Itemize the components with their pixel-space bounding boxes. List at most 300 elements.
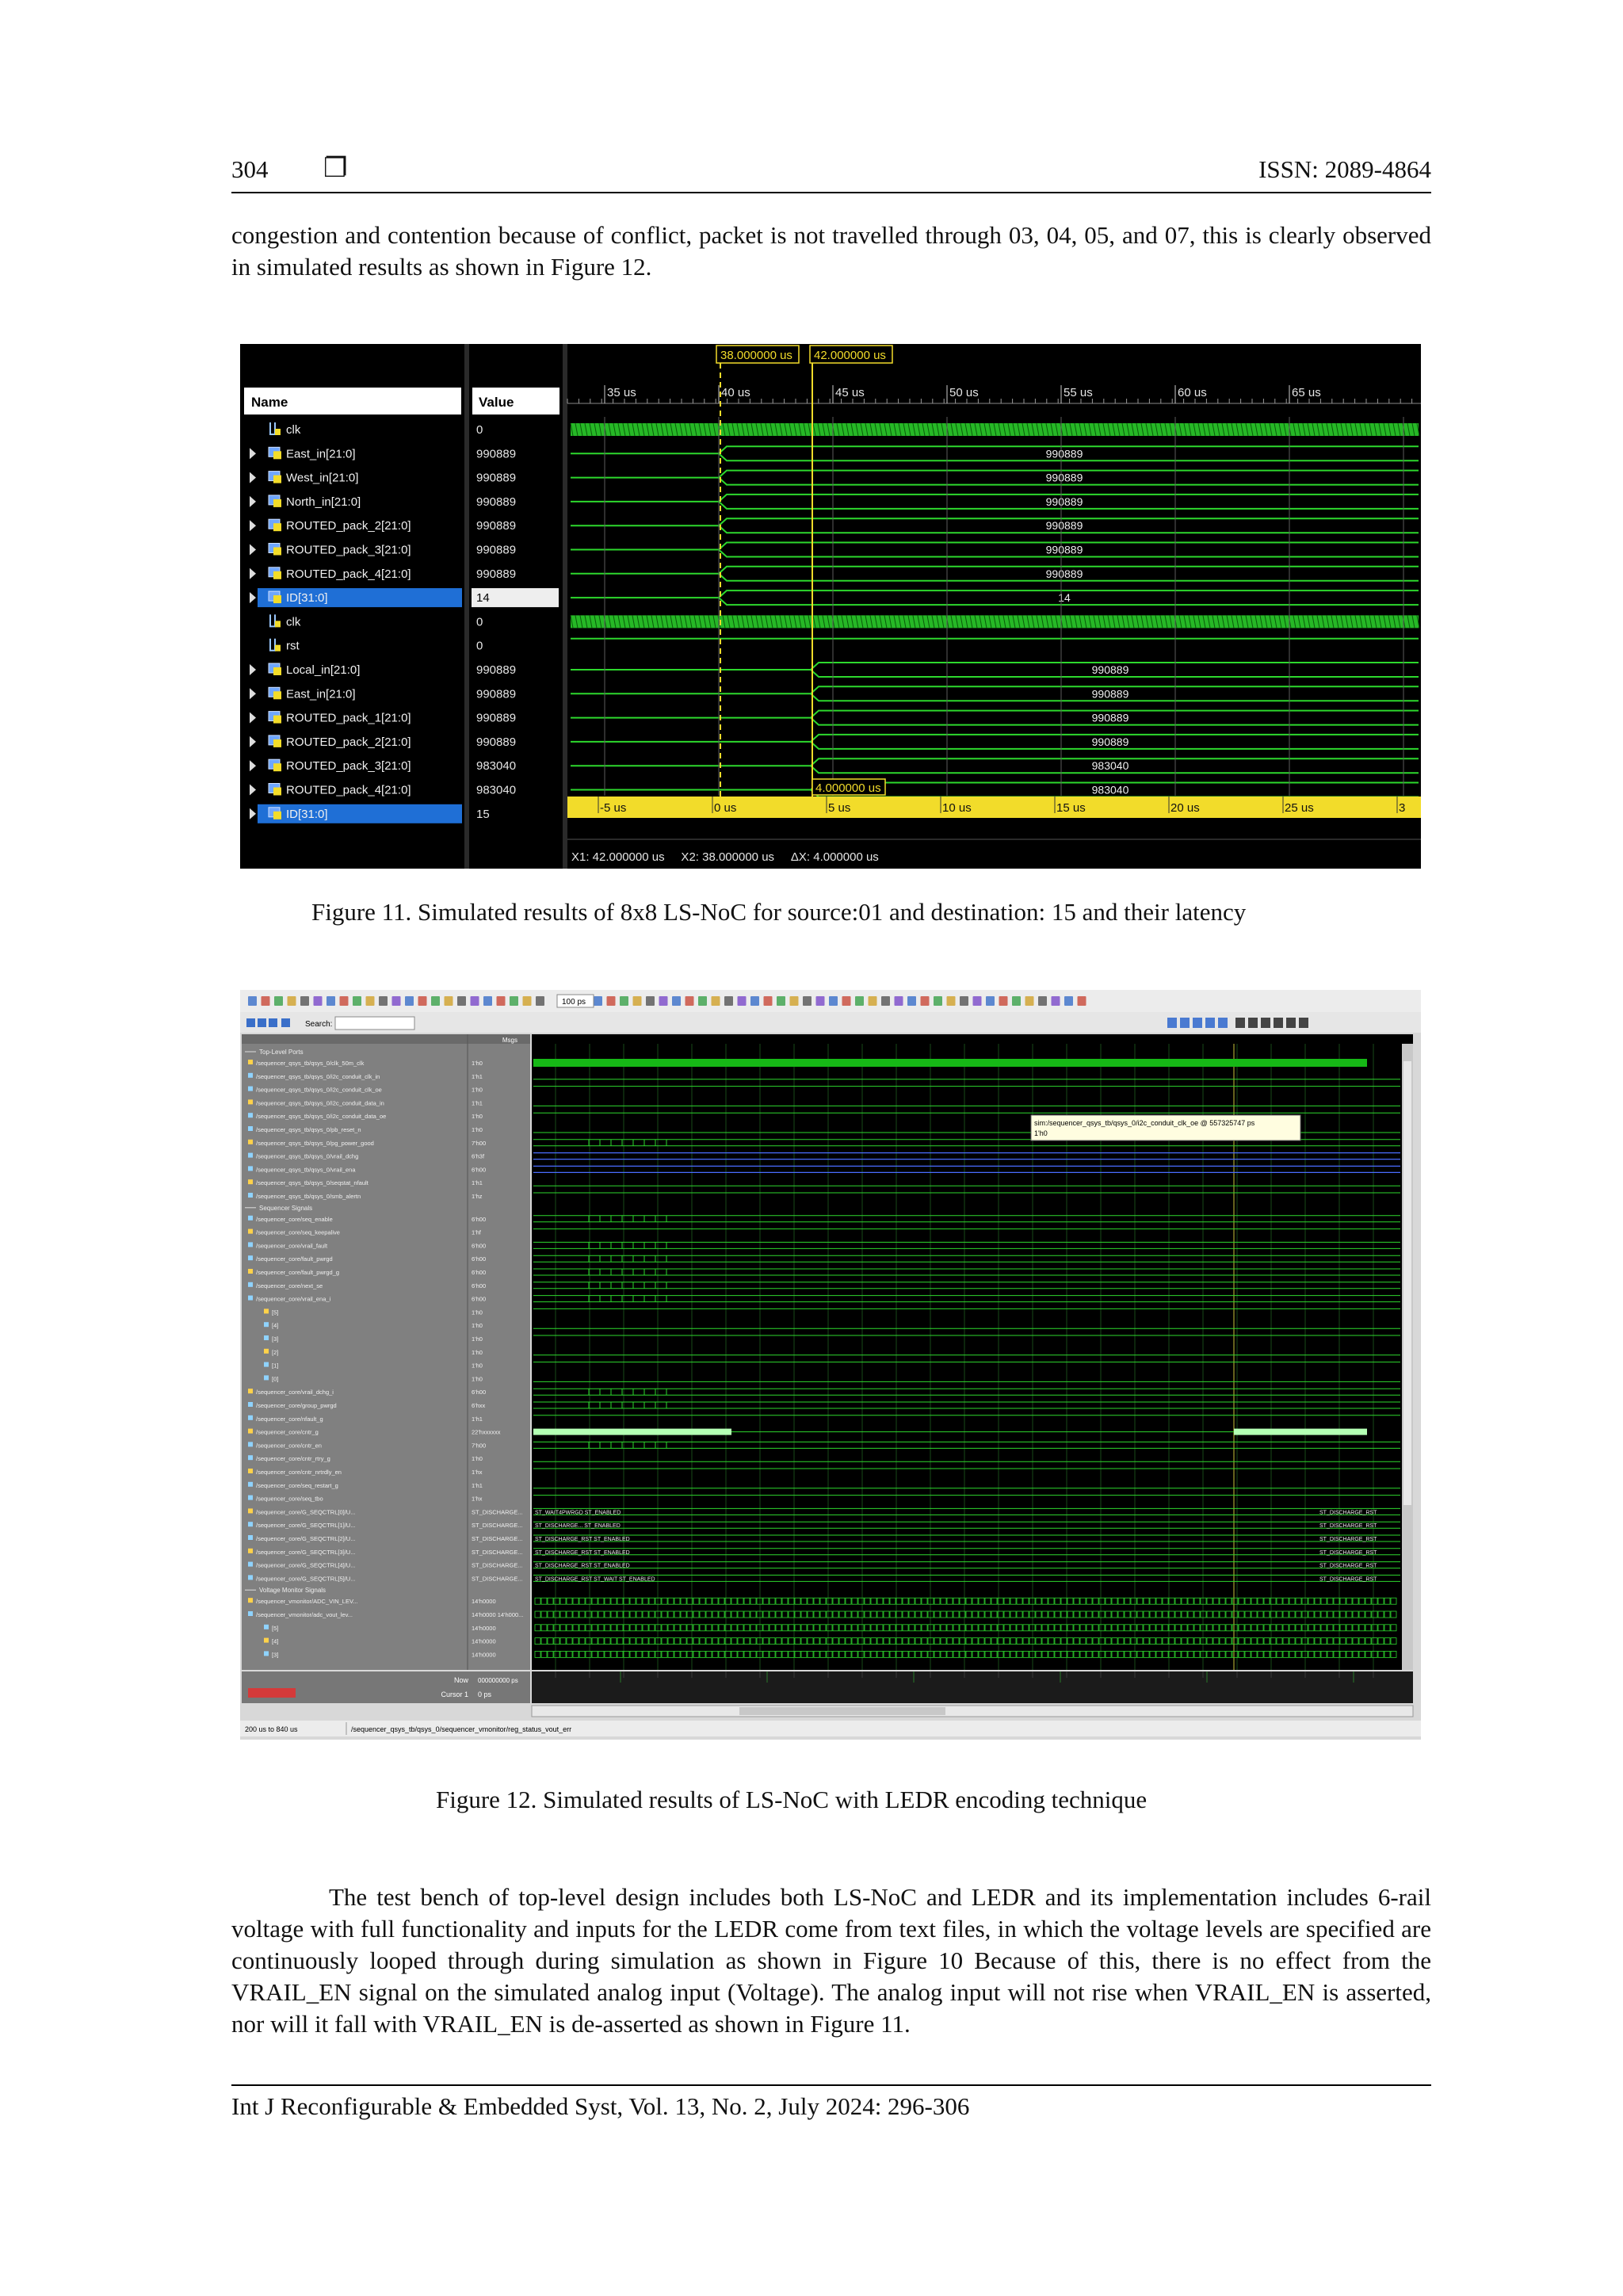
fig12-signal-value: 7'h00 bbox=[472, 1442, 487, 1450]
fig11-signal-value: 990889 bbox=[476, 567, 517, 581]
toolbar-icon[interactable] bbox=[659, 996, 668, 1006]
toolbar-icon[interactable] bbox=[405, 996, 414, 1006]
fig12-signal-name: [3] bbox=[272, 1335, 279, 1343]
bus-signal-icon-badge bbox=[273, 812, 281, 819]
fig12-signal-value: 1'h1 bbox=[472, 1481, 483, 1489]
signal-icon bbox=[264, 1625, 269, 1629]
fig11-signal-row[interactable] bbox=[250, 712, 516, 725]
bus-signal-icon-badge bbox=[273, 499, 281, 507]
toolbar-icon[interactable] bbox=[620, 996, 628, 1006]
fig12-signal-value: ST_DISCHARGE... bbox=[472, 1522, 523, 1530]
fig11-signal-name: clk bbox=[286, 423, 301, 437]
fig12-state-label: ST_DISCHARGE_RST ST_ENABLED bbox=[535, 1549, 630, 1556]
toolbar-icon[interactable] bbox=[999, 996, 1008, 1006]
fig12-signal-name: /sequencer_core/cntr_en bbox=[256, 1442, 322, 1450]
bus-signal-icon-badge bbox=[273, 451, 281, 459]
toolbar-icon[interactable] bbox=[646, 996, 655, 1006]
toolbar-icon[interactable] bbox=[281, 1018, 290, 1027]
fig12-signal-name: /sequencer_core/group_pwrgd bbox=[256, 1402, 337, 1409]
fig11-signal-name: ID[31:0] bbox=[286, 807, 328, 821]
toolbar-icon[interactable] bbox=[764, 996, 773, 1006]
toolbar-icon[interactable] bbox=[536, 996, 544, 1006]
toolbar-icon[interactable] bbox=[594, 996, 602, 1006]
signal-icon bbox=[248, 1482, 253, 1487]
fig11-top-tick-label: 40 us bbox=[721, 386, 750, 399]
fig12-signal-name: /sequencer_core/fault_pwrgd bbox=[256, 1255, 333, 1263]
fig11-signal-value: 990889 bbox=[476, 471, 517, 485]
fig12-cursor-value: 0 ps bbox=[478, 1690, 492, 1698]
bit-signal-icon-badge bbox=[275, 645, 281, 651]
bus-signal-icon-badge bbox=[273, 571, 281, 579]
fig12-state-label-right: ST_DISCHARGE_RST bbox=[1319, 1537, 1377, 1542]
footer-citation: Int J Reconfigurable & Embedded Syst, Vol. 13, No. 2, July 2024: 296-306 bbox=[231, 2092, 970, 2120]
bus-signal-icon-badge bbox=[273, 788, 281, 796]
fig11-signal-name: ID[31:0] bbox=[286, 591, 328, 606]
toolbar-icon[interactable] bbox=[907, 996, 916, 1006]
toolbar-icon[interactable] bbox=[829, 996, 838, 1006]
fig12-group-label: Top-Level Ports bbox=[259, 1049, 304, 1056]
fig12-signal-value: 1'h0 bbox=[472, 1322, 483, 1330]
toolbar-icon[interactable] bbox=[1261, 1018, 1270, 1028]
fig12-signal-name: /sequencer_core/nfault_g bbox=[256, 1415, 323, 1423]
paragraph-top: congestion and contention because of conflict, packet is not travelled through 03, 04, 05, and 07, this is clearly observed in simulated results as shown in Figure 12. bbox=[231, 221, 1431, 281]
fig11-signal-row[interactable] bbox=[250, 544, 516, 557]
toolbar-icon[interactable] bbox=[497, 996, 506, 1006]
toolbar-icon[interactable] bbox=[869, 996, 877, 1006]
toolbar-icon[interactable] bbox=[986, 996, 995, 1006]
fig12-signal-value: 14'h0000 bbox=[472, 1637, 496, 1645]
figure-11-caption: Figure 11. Simulated results of 8x8 LS-NoC for source:01 and destination: 15 and their latency bbox=[311, 898, 1247, 926]
toolbar-icon[interactable] bbox=[738, 996, 747, 1006]
fig12-time-axis bbox=[532, 1671, 1413, 1703]
fig12-signal-name: /sequencer_qsys_tb/qsys_0/i2c_conduit_data_in bbox=[256, 1099, 384, 1107]
fig11-top-tick-label: 45 us bbox=[835, 386, 865, 399]
fig11-signal-row[interactable] bbox=[250, 784, 516, 797]
signal-icon bbox=[248, 1429, 253, 1434]
signal-icon bbox=[248, 1099, 253, 1104]
toolbar-icon[interactable] bbox=[523, 996, 532, 1006]
signal-icon bbox=[248, 1282, 253, 1287]
signal-icon bbox=[248, 1153, 253, 1158]
fig12-signal-name: /sequencer_core/cntr_nrtrdly_en bbox=[256, 1469, 342, 1476]
fig12-signal-name: /sequencer_qsys_tb/qsys_0/pb_reset_n bbox=[256, 1126, 361, 1133]
bus-signal-icon-badge bbox=[273, 523, 281, 531]
fig11-wave-value: 990889 bbox=[1045, 495, 1083, 508]
signal-icon bbox=[248, 1575, 253, 1580]
toolbar-icon[interactable] bbox=[1218, 1018, 1228, 1028]
fig12-signal-value: 6'h00 bbox=[472, 1269, 487, 1276]
fig11-signal-name: East_in[21:0] bbox=[286, 447, 356, 461]
fig12-signal-name: /sequencer_core/G_SEQCTRL[2]/U... bbox=[256, 1535, 356, 1542]
fig11-wave-value: 983040 bbox=[1091, 783, 1129, 797]
toolbar-icon[interactable] bbox=[445, 996, 453, 1006]
fig12-state-label-right: ST_DISCHARGE_RST bbox=[1319, 1510, 1377, 1516]
fig11-wave-value: 14 bbox=[1058, 591, 1071, 605]
fig11-signal-name: ROUTED_pack_1[21:0] bbox=[286, 711, 411, 725]
fig12-waveform bbox=[533, 1059, 1367, 1067]
fig12-signal-value: 1'h0 bbox=[472, 1348, 483, 1356]
toolbar-icon[interactable] bbox=[314, 996, 323, 1006]
fig12-toolbar-icons[interactable] bbox=[248, 996, 1086, 1006]
fig12-signal-name: /sequencer_vmonitor/ADC_VIN_LEV... bbox=[256, 1598, 358, 1606]
fig11-divider bbox=[464, 344, 469, 869]
fig12-signal-name: /sequencer_core/G_SEQCTRL[3]/U... bbox=[256, 1548, 356, 1556]
fig11-signal-name: ROUTED_pack_3[21:0] bbox=[286, 543, 411, 557]
fig12-signal-value: 14'h0000 bbox=[472, 1651, 496, 1659]
fig12-signal-value: 6'h00 bbox=[472, 1215, 487, 1223]
fig12-signal-name: /sequencer_core/G_SEQCTRL[5]/U... bbox=[256, 1575, 356, 1583]
fig12-signal-name: /sequencer_core/G_SEQCTRL[0]/U... bbox=[256, 1508, 356, 1516]
signal-icon bbox=[264, 1308, 269, 1313]
toolbar-icon[interactable] bbox=[248, 996, 257, 1006]
figure-11-waveform bbox=[240, 344, 1421, 869]
toolbar-icon[interactable] bbox=[607, 996, 616, 1006]
fig11-signal-name: ROUTED_pack_4[21:0] bbox=[286, 567, 411, 581]
toolbar-icon[interactable] bbox=[973, 996, 982, 1006]
fig12-signal-name: /sequencer_qsys_tb/qsys_0/pg_power_good bbox=[256, 1139, 374, 1147]
toolbar-icon[interactable] bbox=[1235, 1018, 1245, 1028]
signal-icon bbox=[248, 1455, 253, 1460]
fig11-signal-value: 15 bbox=[476, 807, 490, 821]
fig11-signal-row[interactable] bbox=[250, 588, 559, 607]
fig12-signal-name: /sequencer_qsys_tb/qsys_0/i2c_conduit_clk_in bbox=[256, 1072, 380, 1080]
figure-12-simulator bbox=[240, 990, 1421, 1740]
fig12-hscroll[interactable] bbox=[532, 1706, 1413, 1717]
toolbar-icon[interactable] bbox=[379, 996, 388, 1006]
fig12-signal-value: ST_DISCHARGE... bbox=[472, 1561, 523, 1569]
toolbar-icon[interactable] bbox=[712, 996, 720, 1006]
fig12-state-label: ST_DISCHARGE_RST ST_WAIT ST_ENABLED bbox=[535, 1576, 655, 1583]
fig11-bottom-tick-label: -5 us bbox=[600, 801, 627, 815]
fig11-wave-value: 990889 bbox=[1091, 735, 1129, 748]
toolbar-icon[interactable] bbox=[777, 996, 785, 1006]
fig11-bottom-tick-label: 20 us bbox=[1170, 801, 1200, 815]
toolbar-icon[interactable] bbox=[258, 1018, 266, 1027]
fig12-signal-name: /sequencer_qsys_tb/qsys_0/clk_50m_clk bbox=[256, 1060, 365, 1067]
fig11-cursor2-label: 42.000000 us bbox=[814, 349, 886, 362]
fig12-cursor-label: Cursor 1 bbox=[441, 1690, 468, 1698]
signal-icon bbox=[264, 1651, 269, 1656]
fig11-top-tick-label: 60 us bbox=[1178, 386, 1207, 399]
toolbar-icon[interactable] bbox=[698, 996, 707, 1006]
fig11-signal-value: 0 bbox=[476, 615, 483, 629]
toolbar-icon[interactable] bbox=[1193, 1018, 1202, 1028]
fig12-state-label-right: ST_DISCHARGE_RST bbox=[1319, 1549, 1377, 1556]
fig11-bottom-tick-label: 15 us bbox=[1056, 801, 1086, 815]
signal-icon bbox=[248, 1611, 253, 1616]
signal-icon bbox=[248, 1060, 253, 1064]
fig12-signal-name: [2] bbox=[272, 1348, 279, 1356]
toolbar-icon[interactable] bbox=[1274, 1018, 1283, 1028]
signal-icon bbox=[248, 1442, 253, 1446]
signal-icon bbox=[248, 1126, 253, 1131]
fig11-signal-value: 990889 bbox=[476, 447, 517, 461]
signal-icon bbox=[248, 1535, 253, 1540]
signal-icon bbox=[248, 1562, 253, 1567]
footer-rule bbox=[231, 2084, 1431, 2086]
bus-signal-icon-badge bbox=[273, 476, 281, 483]
toolbar-icon[interactable] bbox=[790, 996, 799, 1006]
fig11-delta-label: 4.000000 us bbox=[815, 781, 881, 795]
toolbar-icon[interactable] bbox=[262, 996, 270, 1006]
signal-icon bbox=[248, 1166, 253, 1171]
fig11-signal-value: 983040 bbox=[476, 759, 517, 774]
fig12-signal-name: [4] bbox=[272, 1322, 279, 1330]
fig11-wave-value: 990889 bbox=[1045, 447, 1083, 460]
toolbar-icon[interactable] bbox=[1248, 1018, 1258, 1028]
toolbar-icon[interactable] bbox=[947, 996, 956, 1006]
signal-icon bbox=[248, 1296, 253, 1301]
toolbar-icon[interactable] bbox=[1038, 996, 1047, 1006]
toolbar-icon[interactable] bbox=[392, 996, 401, 1006]
fig12-cursor-marker[interactable] bbox=[248, 1688, 296, 1698]
toolbar-icon[interactable] bbox=[1286, 1018, 1296, 1028]
fig12-hscroll-thumb[interactable] bbox=[739, 1707, 945, 1715]
fig12-signal-value: 1'h1 bbox=[472, 1179, 483, 1187]
toolbar-icon[interactable] bbox=[1078, 996, 1086, 1006]
fig12-signal-name: /sequencer_core/next_se bbox=[256, 1282, 323, 1289]
toolbar-icon[interactable] bbox=[895, 996, 903, 1006]
fig12-signal-name: /sequencer_core/seq_enable bbox=[256, 1215, 333, 1223]
fig12-search-input[interactable] bbox=[335, 1017, 414, 1030]
header-rule bbox=[231, 192, 1431, 193]
toolbar-icon[interactable] bbox=[724, 996, 733, 1006]
fig12-vscroll-thumb[interactable] bbox=[1403, 1061, 1411, 1505]
fig11-wave-value: 990889 bbox=[1045, 567, 1083, 580]
toolbar-icon[interactable] bbox=[1052, 996, 1060, 1006]
fig11-signal-value: 0 bbox=[476, 639, 483, 653]
fig12-signal-value: 1'h0 bbox=[472, 1086, 483, 1094]
fig11-bottom-tick-label: 25 us bbox=[1285, 801, 1314, 815]
fig12-signal-value: 1'h0 bbox=[472, 1455, 483, 1463]
fig12-signal-value: 1'hz bbox=[472, 1193, 483, 1200]
toolbar-icon[interactable] bbox=[269, 1018, 277, 1027]
fig12-signal-name: /sequencer_qsys_tb/qsys_0/smb_alertn bbox=[256, 1193, 361, 1200]
fig11-signal-value: 990889 bbox=[476, 663, 517, 677]
fig12-signal-name: /sequencer_core/G_SEQCTRL[4]/U... bbox=[256, 1561, 356, 1569]
fig11-signal-name: East_in[21:0] bbox=[286, 687, 356, 701]
fig11-signal-value: 990889 bbox=[476, 543, 517, 557]
fig12-signal-value: 1'hx bbox=[472, 1469, 483, 1476]
fig12-group-label: Voltage Monitor Signals bbox=[259, 1587, 327, 1595]
signal-icon bbox=[248, 1549, 253, 1553]
fig12-signal-value: 6'h00 bbox=[472, 1166, 487, 1174]
signal-icon bbox=[248, 1415, 253, 1420]
fig11-signal-row[interactable] bbox=[250, 759, 516, 773]
fig11-bottom-tick-label: 5 us bbox=[828, 801, 851, 815]
fig12-state-label: ST_DISCHARGE_RST ST_ENABLED bbox=[535, 1537, 630, 1542]
fig12-now-label: Now bbox=[453, 1676, 468, 1684]
fig12-signal-name: /sequencer_qsys_tb/qsys_0/vrail_ena bbox=[256, 1166, 356, 1174]
toolbar-icon[interactable] bbox=[633, 996, 642, 1006]
fig12-signal-name: [3] bbox=[272, 1651, 279, 1659]
toolbar-icon[interactable] bbox=[457, 996, 466, 1006]
bus-signal-icon-badge bbox=[273, 763, 281, 771]
signal-icon bbox=[248, 1522, 253, 1526]
toolbar-icon[interactable] bbox=[1205, 1018, 1215, 1028]
signal-icon bbox=[264, 1349, 269, 1354]
toolbar-icon[interactable] bbox=[327, 996, 335, 1006]
bus-signal-icon-badge bbox=[273, 691, 281, 699]
fig12-signal-value: 6'h3f bbox=[472, 1152, 485, 1160]
figure-12 bbox=[240, 990, 1421, 1740]
toolbar-icon[interactable] bbox=[750, 996, 759, 1006]
fig12-signal-name: /sequencer_core/vrail_dchg_i bbox=[256, 1389, 334, 1396]
fig11-bottom-tick-label: 10 us bbox=[942, 801, 972, 815]
toolbar-icon[interactable] bbox=[1064, 996, 1073, 1006]
toolbar-icon[interactable] bbox=[934, 996, 942, 1006]
fig12-signal-value: 1'hx bbox=[472, 1495, 483, 1503]
signal-icon bbox=[248, 1496, 253, 1500]
fig11-signal-name: ROUTED_pack_3[21:0] bbox=[286, 759, 411, 774]
toolbar-icon[interactable] bbox=[960, 996, 968, 1006]
fig11-signal-value: 990889 bbox=[476, 687, 517, 701]
fig11-signal-value: 983040 bbox=[476, 783, 517, 797]
signal-icon bbox=[264, 1335, 269, 1340]
signal-icon bbox=[248, 1073, 253, 1078]
fig11-signal-name: ROUTED_pack_2[21:0] bbox=[286, 735, 411, 749]
toolbar-icon[interactable] bbox=[366, 996, 375, 1006]
toolbar-icon[interactable] bbox=[1012, 996, 1021, 1006]
fig12-signal-name: /sequencer_core/vrail_fault bbox=[256, 1242, 328, 1250]
bus-signal-icon-badge bbox=[273, 716, 281, 724]
signal-icon bbox=[264, 1322, 269, 1327]
fig12-signal-value: 6'h00 bbox=[472, 1389, 487, 1396]
fig11-bottom-tick-label: 0 us bbox=[714, 801, 737, 815]
toolbar-icon[interactable] bbox=[1180, 1018, 1190, 1028]
fig11-signal-row[interactable] bbox=[250, 804, 559, 823]
toolbar-icon[interactable] bbox=[431, 996, 440, 1006]
fig11-signal-name: clk bbox=[286, 615, 301, 629]
fig12-signal-value: 1'h0 bbox=[472, 1113, 483, 1121]
fig12-counter-band bbox=[1234, 1429, 1367, 1435]
toolbar-icon[interactable] bbox=[510, 996, 518, 1006]
fig12-signal-name: [5] bbox=[272, 1624, 279, 1632]
fig11-signal-row[interactable] bbox=[250, 519, 516, 533]
bit-signal-icon-badge bbox=[275, 621, 281, 627]
signal-icon bbox=[248, 1269, 253, 1274]
fig12-signal-value: 1'h0 bbox=[472, 1060, 483, 1067]
issn: ISSN: 2089-4864 bbox=[1258, 155, 1431, 183]
box-glyph: ❐ bbox=[323, 154, 348, 183]
fig12-tooltip-line1: sim:/sequencer_qsys_tb/qsys_0/i2c_conduit_clk_oe @ 557325747 ps bbox=[1034, 1119, 1255, 1127]
signal-icon bbox=[248, 1216, 253, 1221]
toolbar-icon[interactable] bbox=[418, 996, 427, 1006]
toolbar-icon[interactable] bbox=[921, 996, 930, 1006]
fig11-top-tick-label: 50 us bbox=[949, 386, 979, 399]
fig12-signal-value: 22'hxxxxxx bbox=[472, 1428, 501, 1436]
fig12-signal-value: 14'h0000 bbox=[472, 1598, 496, 1606]
toolbar-icon[interactable] bbox=[246, 1018, 255, 1027]
fig11-top-tick-label: 65 us bbox=[1292, 386, 1321, 399]
fig12-range-text: 200 us to 840 us bbox=[245, 1725, 298, 1733]
fig11-bottom-tick-label: 3 bbox=[1399, 801, 1406, 815]
fig11-wave-value: 983040 bbox=[1091, 759, 1129, 773]
fig12-signal-value: 1'h0 bbox=[472, 1335, 483, 1343]
fig11-signal-row[interactable] bbox=[250, 735, 516, 749]
fig12-signal-value: 1'h0 bbox=[472, 1375, 483, 1383]
fig12-state-label-right: ST_DISCHARGE_RST bbox=[1319, 1563, 1377, 1569]
toolbar-icon[interactable] bbox=[288, 996, 296, 1006]
fig11-cursor1-label: 38.000000 us bbox=[720, 349, 792, 362]
signal-icon bbox=[248, 1242, 253, 1247]
fig12-signal-value: ST_DISCHARGE... bbox=[472, 1548, 523, 1556]
signal-icon bbox=[264, 1638, 269, 1643]
fig11-signal-value: 990889 bbox=[476, 519, 517, 533]
toolbar-icon[interactable] bbox=[1167, 1018, 1177, 1028]
fig11-wave-value: 990889 bbox=[1045, 519, 1083, 533]
toolbar-icon[interactable] bbox=[816, 996, 825, 1006]
toolbar-icon[interactable] bbox=[803, 996, 812, 1006]
fig12-tooltip-line2: 1'h0 bbox=[1034, 1129, 1048, 1137]
fig12-signal-name: /sequencer_core/cntr_rtry_g bbox=[256, 1455, 330, 1463]
fig12-signal-name: /sequencer_core/cntr_g bbox=[256, 1428, 319, 1436]
toolbar-icon[interactable] bbox=[672, 996, 681, 1006]
fig11-signal-value: 14 bbox=[476, 591, 490, 606]
toolbar-icon[interactable] bbox=[855, 996, 864, 1006]
fig12-now-panel bbox=[242, 1671, 530, 1703]
toolbar-icon[interactable] bbox=[274, 996, 283, 1006]
page-number: 304 bbox=[231, 155, 269, 183]
fig11-signal-name: ROUTED_pack_2[21:0] bbox=[286, 519, 411, 533]
fig11-waveform bbox=[571, 423, 1419, 436]
toolbar-icon[interactable] bbox=[483, 996, 492, 1006]
fig12-signal-name: [4] bbox=[272, 1637, 279, 1645]
fig11-wave-value: 990889 bbox=[1091, 711, 1129, 724]
fig12-signal-name: /sequencer_qsys_tb/qsys_0/i2c_conduit_data_oe bbox=[256, 1113, 387, 1121]
fig12-signal-name: [0] bbox=[272, 1375, 279, 1383]
bit-signal-icon-badge bbox=[275, 429, 281, 435]
toolbar-icon[interactable] bbox=[340, 996, 349, 1006]
fig11-signal-name: West_in[21:0] bbox=[286, 471, 359, 485]
figure-11 bbox=[240, 344, 1421, 869]
toolbar-icon[interactable] bbox=[1299, 1018, 1308, 1028]
fig11-signal-value: 990889 bbox=[476, 711, 517, 725]
toolbar-icon[interactable] bbox=[881, 996, 890, 1006]
fig11-top-tick-label: 35 us bbox=[607, 386, 636, 399]
fig11-signal-value: 0 bbox=[476, 423, 483, 437]
fig12-clock-band bbox=[533, 1059, 1367, 1067]
fig12-signal-value: 1'h0 bbox=[472, 1126, 483, 1133]
fig11-wave-value: 990889 bbox=[1045, 471, 1083, 484]
fig11-col-name: Name bbox=[251, 395, 288, 410]
toolbar-icon[interactable] bbox=[300, 996, 309, 1006]
signal-icon bbox=[248, 1229, 253, 1234]
fig12-state-label-right: ST_DISCHARGE_RST bbox=[1319, 1523, 1377, 1530]
fig11-signal-row[interactable] bbox=[250, 567, 516, 581]
fig11-signal-value: 990889 bbox=[476, 735, 517, 749]
toolbar-icon[interactable] bbox=[353, 996, 361, 1006]
fig12-signal-value: 1'h1 bbox=[472, 1072, 483, 1080]
bus-signal-icon-badge bbox=[273, 739, 281, 747]
toolbar-icon[interactable] bbox=[685, 996, 694, 1006]
fig12-signal-name: /sequencer_core/fault_pwrgd_g bbox=[256, 1269, 340, 1276]
fig12-state-label: ST_WAIT4PWRGD ST_ENABLED bbox=[535, 1510, 621, 1516]
fig11-status-text: X1: 42.000000 us X2: 38.000000 us ΔX: 4.000000 us bbox=[571, 850, 879, 864]
fig11-signal-value: 990889 bbox=[476, 495, 517, 509]
fig11-top-tick-label: 55 us bbox=[1064, 386, 1093, 399]
bus-signal-icon-badge bbox=[273, 595, 281, 603]
fig12-state-label-right: ST_DISCHARGE_RST bbox=[1319, 1576, 1377, 1583]
fig12-state-label: ST_DISCHARGE_RST ST_ENABLED bbox=[535, 1563, 630, 1569]
fig12-signal-value: 6'h00 bbox=[472, 1282, 487, 1289]
toolbar-icon[interactable] bbox=[842, 996, 851, 1006]
fig12-signal-name: /sequencer_vmonitor/adc_vout_lev... bbox=[256, 1611, 353, 1618]
toolbar-icon[interactable] bbox=[1025, 996, 1034, 1006]
fig12-zoom-value: 100 ps bbox=[562, 998, 586, 1007]
toolbar-icon[interactable] bbox=[471, 996, 479, 1006]
figure-12-caption: Figure 12. Simulated results of LS-NoC with LEDR encoding technique bbox=[436, 1786, 1148, 1813]
